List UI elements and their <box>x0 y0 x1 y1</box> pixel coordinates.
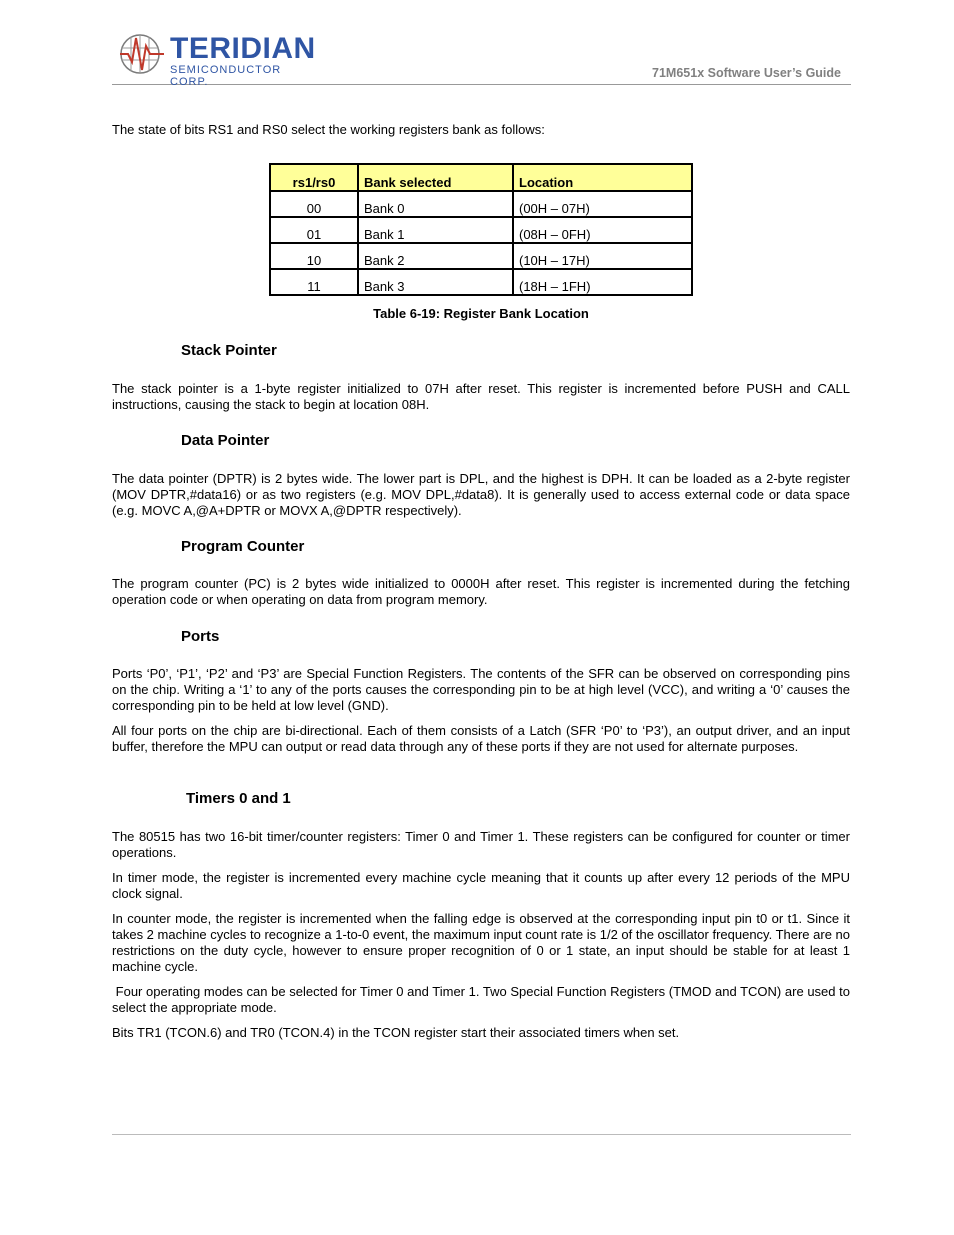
logo-text: TERIDIAN <box>170 32 316 65</box>
section-heading-ports: Ports <box>181 628 220 645</box>
section-heading-data-pointer: Data Pointer <box>181 432 270 449</box>
table-cell: 11 <box>270 269 358 295</box>
intro-text: The state of bits RS1 and RS0 select the working registers bank as follows: <box>112 122 545 137</box>
table-cell: Bank 3 <box>358 269 513 295</box>
table-cell: (10H – 17H) <box>513 243 692 269</box>
table-row <box>270 269 692 295</box>
timers-text-2: In timer mode, the register is incremented every machine cycle meaning that it counts up after every 12 periods of the MPU clock signal. <box>112 870 850 901</box>
stack-pointer-text: The stack pointer is a 1-byte register initialized to 07H after reset. This register is incremented before PUSH and CALL instructions, causing the stack to begin at location 08H. <box>112 381 850 412</box>
table-header-row <box>270 164 692 191</box>
section-heading-program-counter: Program Counter <box>181 538 305 555</box>
timers-text-1: The 80515 has two 16-bit timer/counter registers: Timer 0 and Timer 1. These registers can be configured for counter or timer operations. <box>112 829 850 860</box>
teridian-logo <box>118 32 318 88</box>
timers-text-3: In counter mode, the register is incremented when the falling edge is observed at the corresponding input pin t0 or t1. Since it takes 2 machine cycles to recognize a 1-to-0 event, the maximum input count rate is 1/2 of the oscillator frequency. There are no restrictions on the duty cycle, however to ensure proper recognition of 0 or 1 state, an input should be stable for at least 1 machine cycle. <box>112 911 851 974</box>
logo-globe-icon <box>118 32 166 78</box>
timers-text-5: Bits TR1 (TCON.6) and TR0 (TCON.4) in the TCON register start their associated timers when set. <box>112 1025 680 1040</box>
table-row <box>270 217 692 243</box>
data-pointer-text: The data pointer (DPTR) is 2 bytes wide. The lower part is DPL, and the highest is DPH. It can be loaded as a 2-byte register (MOV DPTR,#data16) or as two registers (e.g. MOV DPL,#data8). It is generally used to access external code or data space (e.g. MOVC A,@A+DPTR or MOVX A,@DPTR respectively). <box>112 471 850 518</box>
table-header-cell: Location <box>513 164 692 191</box>
document-title: 71M651x Software User’s Guide <box>652 66 841 80</box>
table-cell: (00H – 07H) <box>513 191 692 217</box>
table-row <box>270 243 692 269</box>
table-header-cell: rs1/rs0 <box>270 164 358 191</box>
section-heading-timers: Timers 0 and 1 <box>186 790 291 807</box>
table-cell: 01 <box>270 217 358 243</box>
table-cell: 00 <box>270 191 358 217</box>
table-cell: Bank 1 <box>358 217 513 243</box>
table-caption: Table 6-19: Register Bank Location <box>373 306 589 321</box>
page-header <box>112 30 851 88</box>
table-row <box>270 191 692 217</box>
section-heading-stack-pointer: Stack Pointer <box>181 342 277 359</box>
table-cell: (18H – 1FH) <box>513 269 692 295</box>
table-header-cell: Bank selected <box>358 164 513 191</box>
table-cell: Bank 0 <box>358 191 513 217</box>
table-cell: Bank 2 <box>358 243 513 269</box>
table-cell: (08H – 0FH) <box>513 217 692 243</box>
program-counter-text: The program counter (PC) is 2 bytes wide initialized to 0000H after reset. This register is incremented during the fetching operation code or when operating on data from program memory. <box>112 576 850 607</box>
logo-subtitle: SEMICONDUCTOR CORP. <box>170 64 282 88</box>
timers-text-4: Four operating modes can be selected for Timer 0 and Timer 1. Two Special Function Registers (TMOD and TCON) are used to select the appropriate mode. <box>112 984 854 1015</box>
register-bank-table <box>269 163 693 296</box>
ports-text-2: All four ports on the chip are bi-directional. Each of them consists of a Latch (SFR ‘P0’ to ‘P3’), an output driver, and an input buffer, therefore the MPU can output or read data through any of these ports if they are not used for alternate purposes. <box>112 723 850 754</box>
table-cell: 10 <box>270 243 358 269</box>
ports-text-1: Ports ‘P0’, ‘P1’, ‘P2’ and ‘P3’ are Special Function Registers. The contents of the SFR can be observed on corresponding pins on the chip. Writing a ‘1’ to any of the ports causes the corresponding pin to be at high level (VCC), and writing a ‘0’ causes the corresponding pin to be held at low level (GND). <box>112 666 850 713</box>
footer-divider <box>112 1134 851 1135</box>
